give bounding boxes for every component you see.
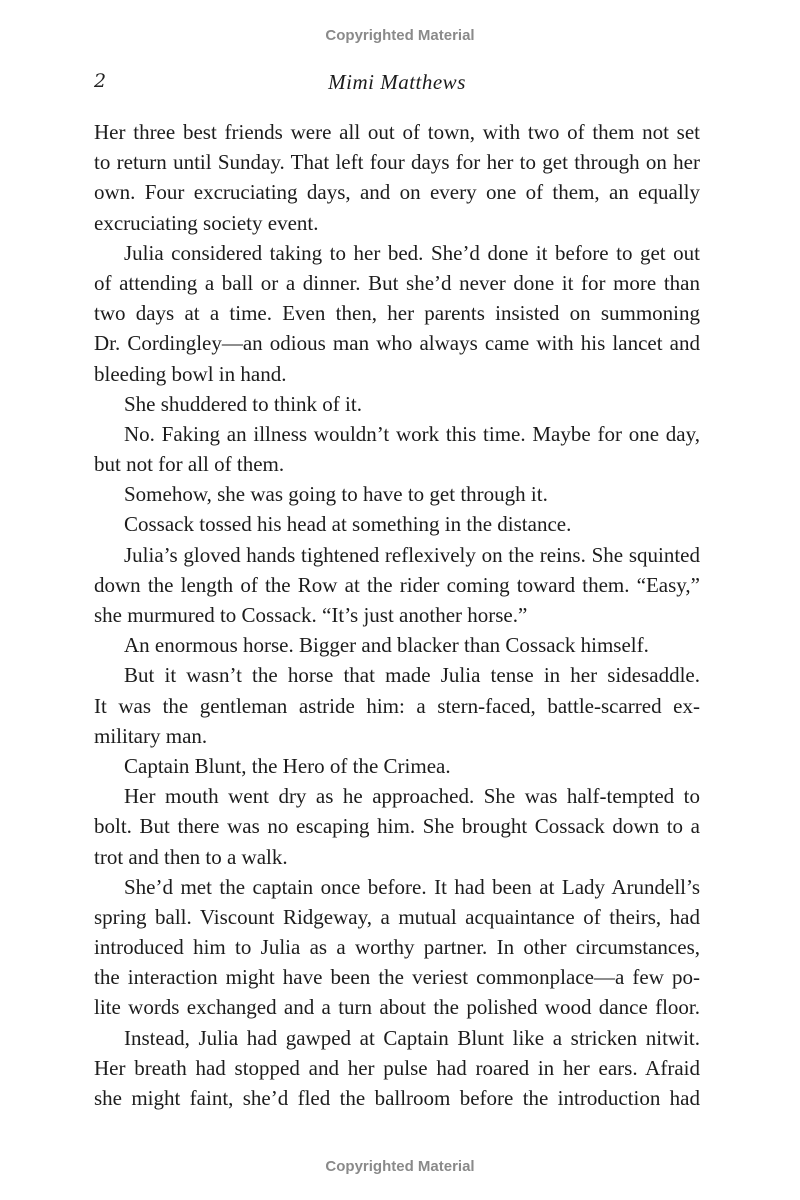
text-line: of attending a ball or a dinner. But she’d never done it for more than — [94, 270, 700, 295]
text-line: An enormous horse. Bigger and blacker than Cossack himself. — [124, 633, 649, 658]
text-line: bolt. But there was no escaping him. She brought Cossack down to a — [94, 814, 700, 839]
running-header-author: Mimi Matthews — [328, 70, 466, 94]
text-line: Instead, Julia had gawped at Captain Blunt like a stricken nitwit. — [124, 1025, 700, 1050]
text-line: Julia considered taking to her bed. She’d done it before to get out — [124, 240, 700, 265]
text-line: Her breath had stopped and her pulse had roared in her ears. Afraid — [94, 1055, 700, 1080]
text-line: two days at a time. Even then, her parents insisted on summoning — [94, 301, 700, 326]
text-line: Julia’s gloved hands tightened reflexively on the reins. She squinted — [124, 542, 700, 567]
text-line: to return until Sunday. That left four days for her to get through on her — [94, 150, 700, 175]
body-text — [94, 117, 700, 1113]
text-line: trot and then to a walk. — [94, 844, 288, 869]
text-line: But it wasn’t the horse that made Julia tense in her sidesaddle. — [124, 663, 700, 688]
text-line: spring ball. Viscount Ridgeway, a mutual acquaintance of theirs, had — [94, 904, 700, 929]
text-line: excruciating society event. — [94, 210, 319, 235]
text-line: It was the gentleman astride him: a stern-faced, battle-scarred ex- — [94, 693, 700, 718]
page-number: 2 — [94, 70, 107, 92]
text-line: Cossack tossed his head at something in the distance. — [124, 512, 572, 537]
text-line: military man. — [94, 723, 208, 748]
text-line: bleeding bowl in hand. — [94, 361, 287, 386]
running-header — [94, 70, 700, 96]
text-line: Dr. Cordingley—an odious man who always came with his lancet and — [94, 331, 700, 356]
text-line: introduced him to Julia as a worthy partner. In other circumstances, — [94, 935, 700, 960]
copyright-watermark-top: Copyrighted Material — [325, 27, 475, 44]
text-line: own. Four excruciating days, and on every one of them, an equally — [94, 180, 700, 205]
text-line: the interaction might have been the veriest commonplace—a few po- — [94, 965, 700, 990]
text-line: No. Faking an illness wouldn’t work this time. Maybe for one day, — [124, 421, 700, 446]
text-line: She’d met the captain once before. It had been at Lady Arundell’s — [124, 874, 700, 899]
copyright-watermark-bottom: Copyrighted Material — [325, 1158, 475, 1175]
text-line: but not for all of them. — [94, 452, 285, 477]
text-line: She shuddered to think of it. — [124, 391, 362, 416]
text-line: Captain Blunt, the Hero of the Crimea. — [124, 753, 451, 778]
text-line: Somehow, she was going to have to get through it. — [124, 482, 548, 507]
text-line: down the length of the Row at the rider coming toward them. “Easy,” — [94, 572, 700, 597]
text-line: she might faint, she’d fled the ballroom before the introduction had — [94, 1086, 700, 1110]
text-line: lite words exchanged and a turn about the polished wood dance floor. — [94, 995, 700, 1020]
text-line: Her three best friends were all out of town, with two of them not set — [94, 120, 700, 144]
text-line: Her mouth went dry as he approached. She was half-tempted to — [124, 784, 700, 809]
text-line: she murmured to Cossack. “It’s just another horse.” — [94, 603, 528, 627]
